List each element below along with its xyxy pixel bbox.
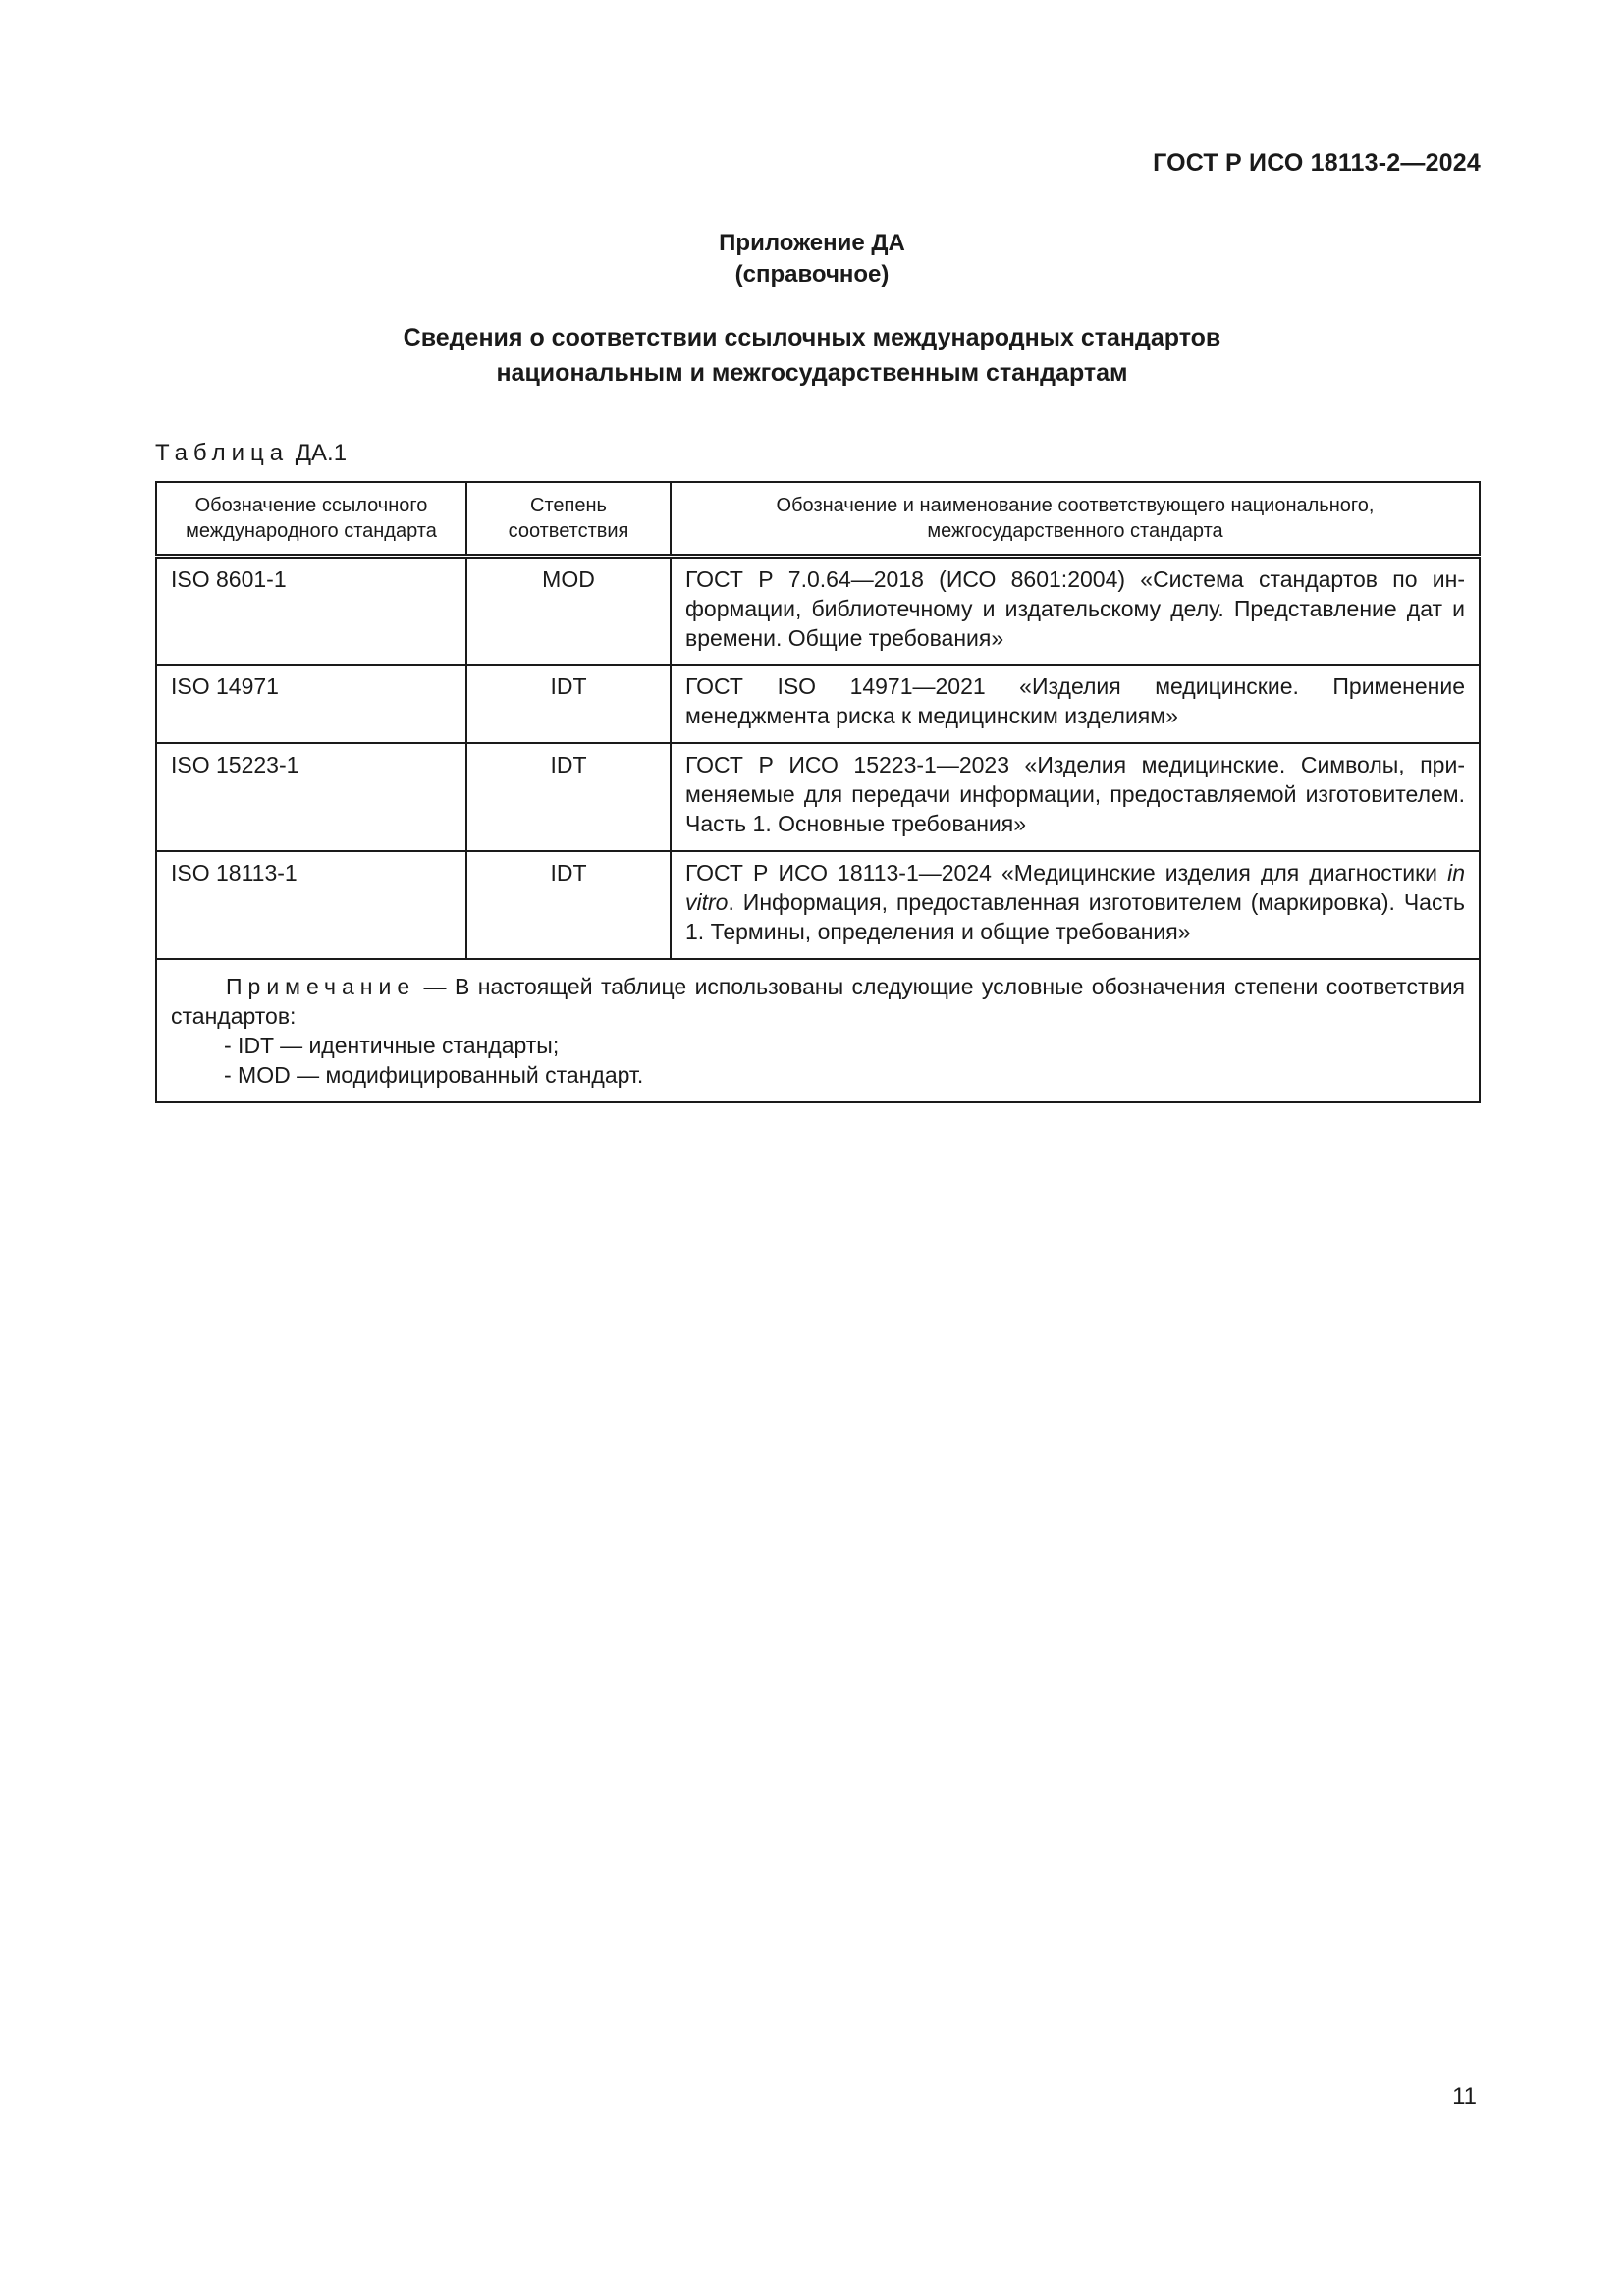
cell-degree: IDT: [466, 665, 671, 743]
table-label-word: Таблица: [155, 440, 290, 466]
header-col2-line1: Степень: [530, 495, 607, 516]
cell-reference-code: ISO 15223-1: [156, 743, 466, 851]
cell-reference-code: ISO 18113-1: [156, 851, 466, 959]
note-item-idt: - IDT — идентичные стандарты;: [224, 1032, 560, 1058]
cell-degree: MOD: [466, 557, 671, 665]
cell-national-standard: ГОСТ Р ИСО 15223-1—2023 «Изделия медицинские. Символы, применяемые для передачи информации, предоставляемой изготовителем. Часть 1. Основные требования»: [671, 743, 1480, 851]
header-col2-line2: соответствия: [508, 520, 629, 542]
cell-degree: IDT: [466, 851, 671, 959]
cell-reference-code: ISO 14971: [156, 665, 466, 743]
desc-text-after: . Информация, предоставленная изготовителем (маркировка). Часть 1. Термины, определения и общие требования»: [685, 888, 1465, 944]
section-heading: [0, 320, 1624, 391]
cell-degree: IDT: [466, 743, 671, 851]
section-title-line1: Сведения о соответствии ссылочных международных стандартов: [403, 324, 1221, 351]
table-note-row: [156, 959, 1480, 1102]
header-col1-line1: Обозначение ссылочного: [194, 495, 428, 516]
cell-reference-code: ISO 8601-1: [156, 557, 466, 665]
table-row: [156, 557, 1480, 665]
note-paragraph: [171, 972, 1465, 1031]
table-note: [156, 959, 1480, 1102]
note-label: Примечание: [226, 973, 416, 999]
cell-national-standard: ГОСТ Р 7.0.64—2018 (ИСО 8601:2004) «Система стандартов по информации, библиотечному и издательскому делу. Представление дат и времени. Общие требования»: [671, 557, 1480, 665]
header-col1-line2: международного стандарта: [186, 520, 437, 542]
cell-national-standard: ГОСТ ISO 14971—2021 «Изделия медицинские. Применение менеджмента риска к медицинским изделиям»: [671, 665, 1480, 743]
note-item-mod: - MOD — модифицированный стандарт.: [224, 1061, 644, 1088]
header-col3-line2: межгосударственного стандарта: [927, 520, 1223, 542]
standards-correspondence-table: [155, 481, 1481, 1103]
header-national-standard: [671, 482, 1480, 557]
table-header-row: [156, 482, 1480, 557]
table-label: [155, 440, 347, 467]
header-degree: [466, 482, 671, 557]
section-title-line2: национальным и межгосударственным стандартам: [496, 359, 1128, 387]
table-row: [156, 665, 1480, 743]
appendix-subtitle: (справочное): [734, 261, 890, 288]
header-reference-standard: [156, 482, 466, 557]
document-code: ГОСТ Р ИСО 18113-2—2024: [1153, 149, 1481, 177]
table-row: [156, 743, 1480, 851]
page-number: 11: [1452, 2083, 1477, 2109]
cell-national-standard: [671, 851, 1480, 959]
table-row: [156, 851, 1480, 959]
note-text: — В настоящей таблице использованы следующие условные обозначения степени соответствия стандартов:: [171, 973, 1465, 1029]
desc-text-before: ГОСТ Р ИСО 18113-1—2024 «Медицинские изделия для диагностики: [685, 859, 1448, 885]
desc-text-italic: in vitro: [685, 859, 1465, 915]
appendix-heading: [0, 228, 1624, 291]
header-col3-line1: Обозначение и наименование соответствующего национального,: [776, 495, 1375, 516]
table-label-number: ДА.1: [295, 440, 348, 466]
appendix-title: Приложение ДА: [719, 230, 905, 256]
